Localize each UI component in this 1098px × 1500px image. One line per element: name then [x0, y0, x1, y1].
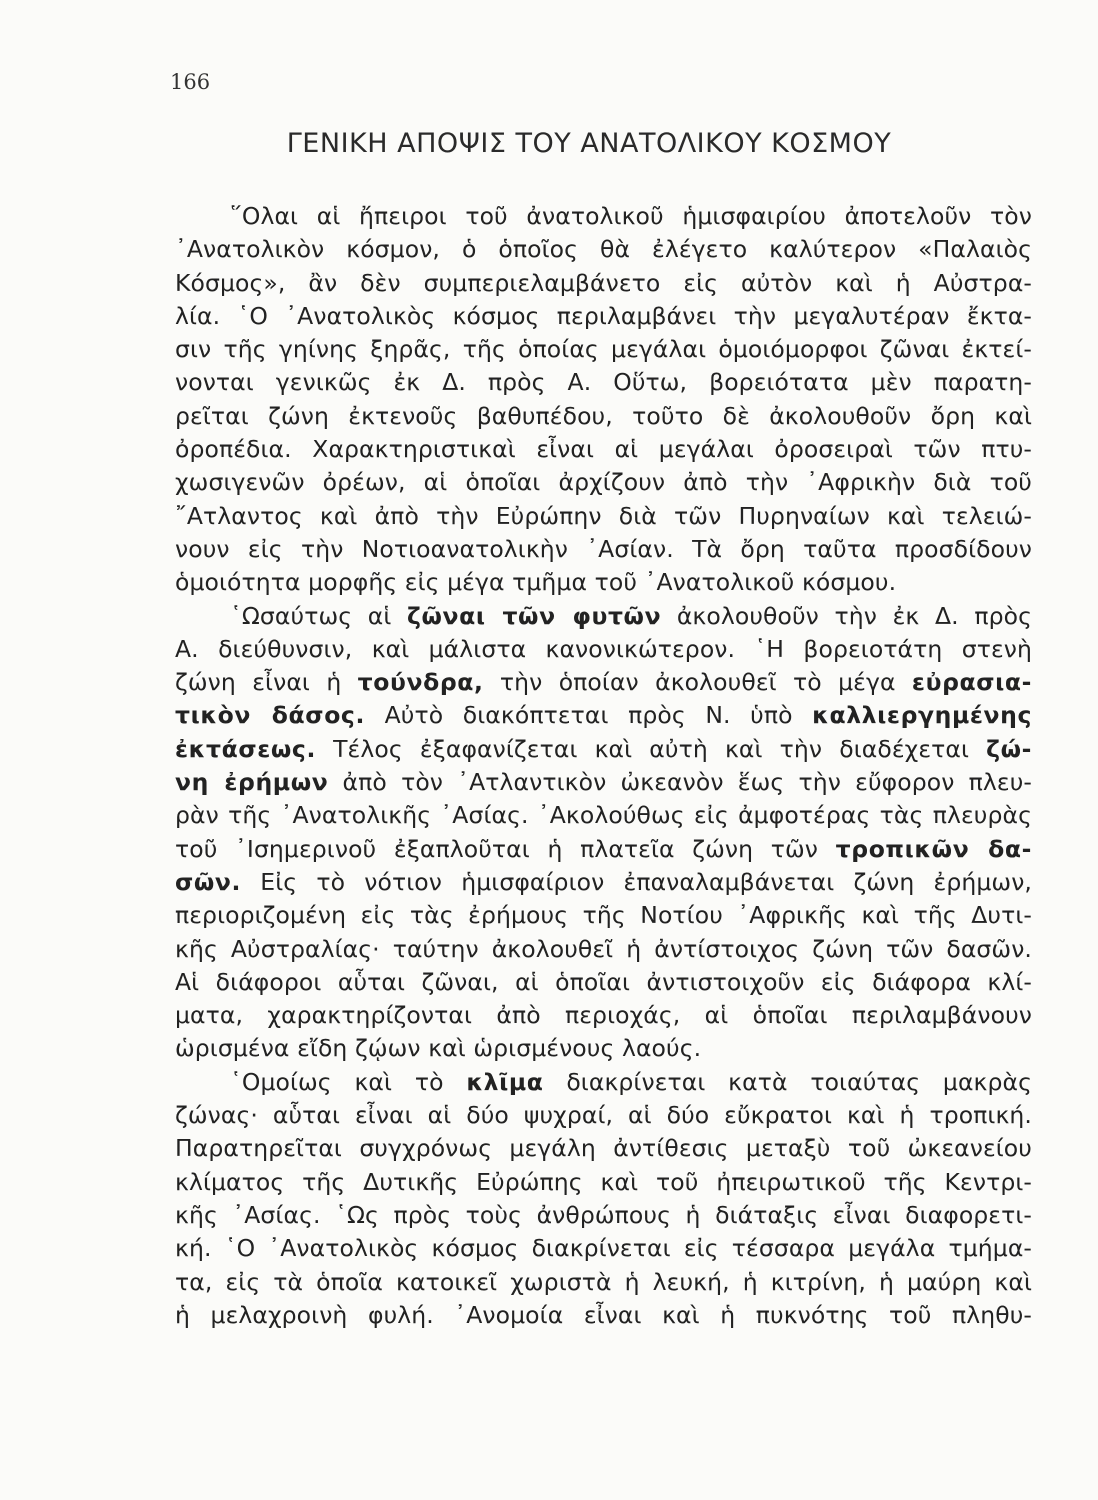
text-span: λία. ῾Ο ᾿Ανατολικὸς κόσμος περιλαμβάνει τὴν μεγαλυτέραν ἔκτα- — [175, 301, 1032, 330]
text-line — [175, 733, 1032, 766]
text-span: Αἱ διάφοροι αὗται ζῶναι, αἱ ὁποῖαι ἀντιστοιχοῦν εἰς διάφορα κλί- — [175, 967, 1032, 996]
text-span: ρὰν τῆς ᾿Ανατολικῆς ᾿Ασίας. ᾿Ακολούθως εἰς ἀμφοτέρας τὰς πλευρὰς — [175, 801, 1032, 830]
text-span: ὀροπέδια. Χαρακτηριστικαὶ εἶναι αἱ μεγάλαι ὀροσειραὶ τῶν πτυ- — [175, 435, 1032, 464]
text-line — [175, 1232, 1032, 1265]
text-span: σιν τῆς γηίνης ξηρᾶς, τῆς ὁποίας μεγάλαι ὁμοιόμορφοι ζῶναι ἐκτεί- — [175, 335, 1032, 364]
text-span: Αὐτὸ διακόπτεται πρὸς Ν. ὑπὸ — [365, 701, 813, 730]
text-line — [175, 533, 1032, 566]
text-span: τοῦ ᾿Ισημερινοῦ ἐξαπλοῦται ἡ πλατεῖα ζώνη τῶν — [175, 834, 836, 863]
text-span: ᾿Ανατολικὸν κόσμον, ὁ ὁποῖος θὰ ἐλέγετο καλύτερον «Παλαιὸς — [175, 235, 1032, 264]
bold-term: καλλιεργημένης — [812, 701, 1032, 730]
text-span: νουν εἰς τὴν Νοτιοανατολικὴν ᾿Ασίαν. Τὰ ὄρη ταῦτα προσδίδουν — [175, 534, 1032, 563]
text-span: ρεῖται ζώνη ἐκτενοῦς βαθυπέδου, τοῦτο δὲ ἀκολουθοῦν ὄρη καὶ — [175, 401, 1032, 430]
text-line — [175, 1166, 1032, 1199]
bold-term: ἐκτάσεως. — [175, 734, 316, 763]
text-span: Παρατηρεῖται συγχρόνως μεγάλη ἀντίθεσις μεταξὺ τοῦ ὠκεανείου — [175, 1134, 1032, 1163]
text-span: χωσιγενῶν ὀρέων, αἱ ὁποῖαι ἀρχίζουν ἀπὸ τὴν ᾿Αφρικὴν διὰ τοῦ — [175, 468, 1032, 497]
text-span: ὡρισμένα εἴδη ζῴων καὶ ὡρισμένους λαούς. — [175, 1034, 702, 1063]
text-line — [175, 500, 1032, 533]
bold-term: τικὸν δάσος. — [175, 701, 365, 730]
text-span: Εἰς τὸ νότιον ἡμισφαίριον ἐπαναλαμβάνεται ζώνη ἐρήμων, — [241, 867, 1032, 896]
chapter-title: ΓΕΝΙΚΗ ΑΠΟΨΙΣ ΤΟΥ ΑΝΑΤΟΛΙΚΟΥ ΚΟΣΜΟΥ — [286, 128, 892, 159]
text-line — [175, 600, 1032, 633]
bold-term: ζώ- — [986, 734, 1032, 763]
text-line — [175, 1266, 1032, 1299]
text-span: ὁμοιότητα μορφῆς εἰς μέγα τμῆμα τοῦ ᾿Ανατολικοῦ κόσμου. — [175, 568, 897, 597]
text-line — [175, 267, 1032, 300]
text-span: κλίματος τῆς Δυτικῆς Εὐρώπης καὶ τοῦ ἠπειρωτικοῦ τῆς Κεντρι- — [175, 1167, 1032, 1196]
text-line — [175, 1066, 1032, 1099]
text-span: τὴν ὁποίαν ἀκολουθεῖ τὸ μέγα — [483, 668, 912, 697]
text-line — [175, 966, 1032, 999]
text-span: ζώνας· αὗται εἶναι αἱ δύο ψυχραί, αἱ δύο εὔκρατοι καὶ ἡ τροπική. — [175, 1101, 1032, 1130]
text-line — [175, 1032, 1032, 1065]
text-line — [175, 666, 1032, 699]
text-span: περιοριζομένη εἰς τὰς ἐρήμους τῆς Νοτίου ᾿Αφρικῆς καὶ τῆς Δυτι- — [175, 901, 1032, 930]
text-line — [175, 366, 1032, 399]
text-line — [175, 699, 1032, 732]
text-line — [175, 633, 1032, 666]
text-span: ῾Ωσαύτως αἱ — [230, 601, 407, 630]
bold-term: νη ἐρήμων — [175, 768, 329, 797]
text-line — [175, 333, 1032, 366]
text-span: Κόσμος», ἂν δὲν συμπεριελαμβάνετο εἰς αὐτὸν καὶ ἡ Αὐστρα- — [175, 268, 1032, 297]
text-span: διακρίνεται κατὰ τοιαύτας μακρὰς — [543, 1067, 1033, 1096]
text-line — [175, 766, 1032, 799]
bold-term: σῶν. — [175, 867, 242, 896]
text-span: ἀκολουθοῦν τὴν ἐκ Δ. πρὸς — [661, 601, 1032, 630]
text-span: κή. ῾Ο ᾿Ανατολικὸς κόσμος διακρίνεται εἰς τέσσαρα μεγάλα τμήμα- — [175, 1234, 1032, 1263]
text-line — [175, 799, 1032, 832]
text-line — [175, 999, 1032, 1032]
text-span: ῎Ατλαντος καὶ ἀπὸ τὴν Εὐρώπην διὰ τῶν Πυρηναίων καὶ τελειώ- — [175, 501, 1032, 530]
text-line — [175, 400, 1032, 433]
text-span: κῆς Αὐστραλίας· ταύτην ἀκολουθεῖ ἡ ἀντίστοιχος ζώνη τῶν δασῶν. — [175, 934, 1032, 963]
text-line — [175, 466, 1032, 499]
text-span: Α. διεύθυνσιν, καὶ μάλιστα κανονικώτερον. ῾Η βορειοτάτη στενὴ — [175, 634, 1032, 663]
text-line — [175, 200, 1032, 233]
bold-term: τούνδρα, — [357, 668, 484, 697]
bold-term: τροπικῶν δα- — [835, 834, 1032, 863]
page-number: 166 — [170, 70, 211, 94]
bold-term: κλῖμα — [466, 1067, 544, 1096]
text-line — [175, 566, 1032, 599]
text-line — [175, 1132, 1032, 1165]
text-span: νονται γενικῶς ἐκ Δ. πρὸς Α. Οὕτω, βορειότατα μὲν παρατη- — [175, 368, 1032, 397]
body-text — [175, 200, 1032, 1332]
text-line — [175, 1299, 1032, 1332]
text-span: τα, εἰς τὰ ὁποῖα κατοικεῖ χωριστὰ ἡ λευκή, ἡ κιτρίνη, ἡ μαύρη καὶ — [175, 1267, 1032, 1296]
text-span: ἀπὸ τὸν ᾿Ατλαντικὸν ὠκεανὸν ἕως τὴν εὔφορον πλευ- — [328, 768, 1032, 797]
text-line — [175, 233, 1032, 266]
text-line — [175, 866, 1032, 899]
text-span: ματα, χαρακτηρίζονται ἀπὸ περιοχάς, αἱ ὁποῖαι περιλαμβάνουν — [175, 1001, 1032, 1030]
text-span: ζώνη εἶναι ἡ — [175, 668, 358, 697]
text-line — [175, 1199, 1032, 1232]
text-line — [175, 833, 1032, 866]
text-span: ἡ μελαχροινὴ φυλή. ᾿Ανομοία εἶναι καὶ ἡ πυκνότης τοῦ πληθυ- — [175, 1300, 1032, 1329]
text-span: κῆς ᾿Ασίας. ῾Ως πρὸς τοὺς ἀνθρώπους ἡ διάταξις εἶναι διαφορετι- — [175, 1200, 1032, 1229]
text-span: ῾Ομοίως καὶ τὸ — [230, 1067, 467, 1096]
bold-term: ζῶναι τῶν φυτῶν — [407, 601, 662, 630]
text-line — [175, 1099, 1032, 1132]
text-line — [175, 899, 1032, 932]
text-line — [175, 300, 1032, 333]
text-span: ῞Ολαι αἱ ἤπειροι τοῦ ἀνατολικοῦ ἡμισφαιρίου ἀποτελοῦν τὸν — [230, 202, 1032, 230]
text-span: Τέλος ἐξαφανίζεται καὶ αὐτὴ καὶ τὴν διαδέχεται — [315, 734, 987, 763]
text-line — [175, 433, 1032, 466]
text-line — [175, 933, 1032, 966]
bold-term: εὐρασια- — [911, 668, 1032, 697]
